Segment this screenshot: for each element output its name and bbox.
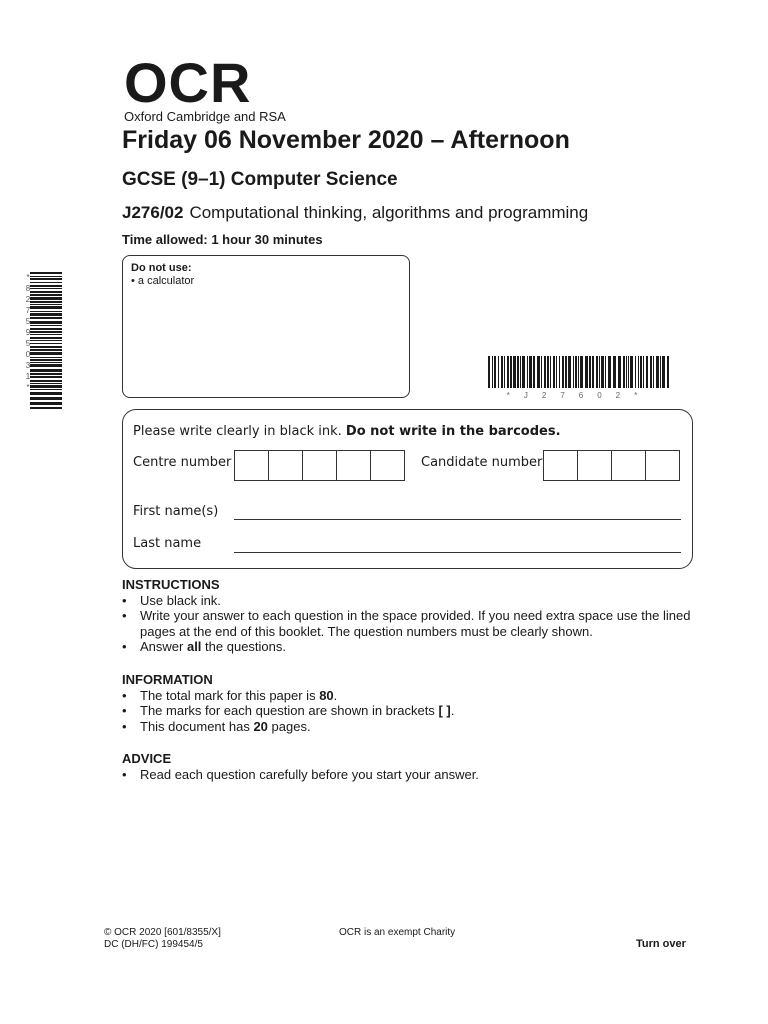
footer-copyright: © OCR 2020 [601/8355/X] (104, 927, 221, 938)
barcode-bar (559, 356, 560, 388)
information-section (122, 672, 712, 734)
information-item (122, 703, 712, 719)
candidate-number-cell[interactable] (543, 450, 578, 481)
barcode-bar (529, 356, 532, 388)
barcode-bar (541, 356, 542, 388)
barcode-digit: 2 (25, 295, 31, 304)
barcode-bar (30, 380, 62, 382)
barcode-bar (30, 352, 62, 355)
information-text: The marks for each question are shown in brackets (140, 703, 439, 718)
right-barcode (488, 356, 670, 388)
barcode-bar (653, 356, 654, 388)
barcode-bar (527, 356, 528, 388)
last-name-field[interactable] (234, 552, 681, 553)
barcode-bar (30, 272, 62, 274)
first-name-label: First name(s) (133, 504, 219, 519)
first-name-field[interactable] (234, 519, 681, 520)
instruction-text: Answer (140, 639, 187, 654)
instruction-emphasis: all (186, 639, 202, 654)
barcode-bar (513, 356, 516, 388)
barcode-bar (565, 356, 567, 388)
no-barcode-warning: Do not write in the barcodes. (345, 424, 561, 439)
barcode-bar (623, 356, 625, 388)
footer-code: DC (DH/FC) 199454/5 (104, 939, 203, 950)
barcode-bar (585, 356, 588, 388)
footer-left (104, 927, 221, 951)
barcode-digit: * (26, 383, 30, 392)
write-clearly-text: Please write clearly in black ink. (133, 424, 342, 439)
barcode-bar (30, 359, 62, 361)
barcode-bar (605, 356, 606, 388)
paper-title: Computational thinking, algorithms and programming (189, 203, 589, 222)
barcode-bar (498, 356, 499, 388)
barcode-bar (30, 321, 62, 324)
barcode-bar (492, 356, 493, 388)
barcode-bar (520, 356, 521, 388)
centre-number-cell[interactable] (336, 450, 371, 481)
barcode-bar (494, 356, 496, 388)
turn-over: Turn over (636, 938, 686, 950)
barcode-bar (510, 356, 512, 388)
information-text: . (333, 687, 338, 703)
barcode-bar (30, 291, 62, 293)
barcode-bar (30, 304, 62, 305)
barcode-bar (630, 356, 633, 388)
barcode-bar (30, 369, 62, 372)
barcode-bar (662, 356, 665, 388)
do-not-use-box (122, 255, 410, 398)
barcode-bar (646, 356, 648, 388)
information-item (122, 688, 712, 704)
advice-heading: ADVICE (122, 751, 172, 766)
last-name-label: Last name (133, 536, 202, 551)
barcode-bar (30, 282, 62, 283)
barcode-bar (30, 294, 62, 296)
barcode-bar (30, 402, 62, 405)
barcode-bar (592, 356, 594, 388)
barcode-bar (547, 356, 549, 388)
centre-number-cell[interactable] (370, 450, 405, 481)
barcode-bar (30, 364, 62, 367)
instruction-item: • Use black ink. (122, 593, 712, 609)
barcode-bar (550, 356, 551, 388)
barcode-digit: 9 (25, 328, 31, 337)
barcode-bar (613, 356, 616, 388)
barcode-bar (568, 356, 571, 388)
barcode-bar (660, 356, 661, 388)
barcode-bar (30, 311, 62, 312)
barcode-bar (608, 356, 611, 388)
barcode-bar (30, 285, 62, 287)
barcode-bar (30, 278, 62, 280)
information-text: pages. (267, 718, 311, 734)
ocr-logo (124, 51, 286, 125)
barcode-bar (517, 356, 519, 388)
instructions-section (122, 577, 712, 655)
barcode-bar (30, 297, 62, 300)
centre-number-cell[interactable] (302, 450, 337, 481)
barcode-bar (30, 317, 62, 319)
instruction-text: the questions. (201, 639, 286, 654)
barcode-bar (618, 356, 621, 388)
barcode-bar (643, 356, 644, 388)
barcode-bar (562, 356, 564, 388)
barcode-bar (553, 356, 555, 388)
barcode-digit: 5 (25, 339, 31, 348)
barcode-bar (30, 383, 62, 384)
candidate-number-cell[interactable] (645, 450, 680, 481)
information-item (122, 719, 712, 735)
centre-number-cells (234, 450, 404, 481)
barcode-bar (30, 313, 62, 316)
paper-line (122, 203, 588, 223)
barcode-bar (573, 356, 574, 388)
information-text: The total mark for this paper is (140, 687, 320, 703)
candidate-number-cells (543, 450, 679, 481)
barcode-bar (30, 385, 62, 388)
information-text: This document has (140, 718, 254, 734)
side-barcode (30, 272, 62, 410)
candidate-number-cell[interactable] (577, 450, 612, 481)
logo-letters: OCR (124, 51, 252, 114)
barcode-bar (601, 356, 604, 388)
time-allowed: Time allowed: 1 hour 30 minutes (122, 232, 323, 247)
barcode-bar (533, 356, 535, 388)
barcode-bar (596, 356, 598, 388)
barcode-digit: 3 (25, 361, 31, 370)
barcode-digit: 5 (25, 317, 31, 326)
barcode-bar (556, 356, 557, 388)
information-text: . (450, 703, 455, 718)
paper-code: J276/02 (122, 203, 184, 222)
centre-number-label: Centre number (133, 455, 232, 470)
advice-item: • Read each question carefully before you start your answer. (122, 767, 712, 783)
barcode-bar (30, 276, 62, 277)
barcode-bar (507, 356, 509, 388)
barcode-digit: * (26, 273, 30, 282)
barcode-bar (667, 356, 669, 388)
exam-date: Friday 06 November 2020 – Afternoon (122, 126, 570, 154)
barcode-bar (544, 356, 546, 388)
barcode-bar (30, 407, 62, 409)
barcode-bar (599, 356, 600, 388)
barcode-bar (504, 356, 505, 388)
barcode-digit: 1 (25, 372, 31, 381)
barcode-bar (578, 356, 579, 388)
instruction-item: • Write your answer to each question in the space provided. If you need extra space use the lined pages at the end of this booklet. The question numbers must be clearly shown. (122, 608, 712, 639)
do-not-use-title: Do not use: (131, 262, 192, 274)
total-mark: 80 (319, 687, 334, 703)
barcode-bar (640, 356, 642, 388)
logo-subtitle: Oxford Cambridge and RSA (124, 109, 286, 124)
barcode-bar (30, 343, 62, 344)
right-barcode-digits: *J27602* (506, 391, 652, 400)
barcode-bar (30, 301, 62, 303)
barcode-bar (30, 397, 62, 400)
barcode-bar (522, 356, 525, 388)
footer-charity: OCR is an exempt Charity (339, 927, 456, 938)
barcode-bar (30, 389, 62, 390)
barcode-bar (635, 356, 636, 388)
barcode-bar (656, 356, 659, 388)
barcode-digit: 0 (25, 350, 31, 359)
barcode-bar (30, 357, 62, 358)
barcode-bar (30, 392, 62, 395)
instructions-heading: INSTRUCTIONS (122, 577, 220, 592)
barcode-bar (626, 356, 627, 388)
barcode-bar (30, 349, 62, 351)
barcode-bar (30, 328, 62, 330)
barcode-bar (628, 356, 629, 388)
barcode-bar (30, 334, 62, 335)
barcode-bar (30, 337, 62, 339)
centre-number-cell[interactable] (234, 450, 269, 481)
barcode-bar (575, 356, 577, 388)
barcode-bar (589, 356, 591, 388)
advice-section (122, 751, 712, 782)
barcode-bar (30, 340, 62, 341)
candidate-number-label: Candidate number (421, 455, 543, 470)
barcode-bar (501, 356, 503, 388)
barcode-bar (30, 373, 62, 375)
barcode-bar (537, 356, 540, 388)
barcode-bar (30, 325, 62, 326)
barcode-digit: 7 (25, 306, 31, 315)
barcode-bar (30, 362, 62, 363)
exam-subject: GCSE (9–1) Computer Science (122, 169, 398, 190)
instruction-item (122, 639, 712, 655)
barcode-bar (30, 288, 62, 289)
barcode-bar (30, 331, 62, 333)
page-count: 20 (253, 718, 268, 734)
barcode-bar (638, 356, 639, 388)
barcode-bar (30, 376, 62, 378)
barcode-bar (30, 346, 62, 348)
write-clearly-instruction (133, 424, 561, 439)
brackets-symbol: [ ] (438, 703, 451, 718)
barcode-bar (488, 356, 490, 388)
centre-number-cell[interactable] (268, 450, 303, 481)
barcode-bar (30, 306, 62, 309)
barcode-digit: 8 (25, 284, 31, 293)
candidate-number-cell[interactable] (611, 450, 646, 481)
barcode-bar (650, 356, 652, 388)
barcode-bar (580, 356, 583, 388)
information-heading: INFORMATION (122, 672, 213, 687)
do-not-use-item: • a calculator (131, 275, 195, 287)
